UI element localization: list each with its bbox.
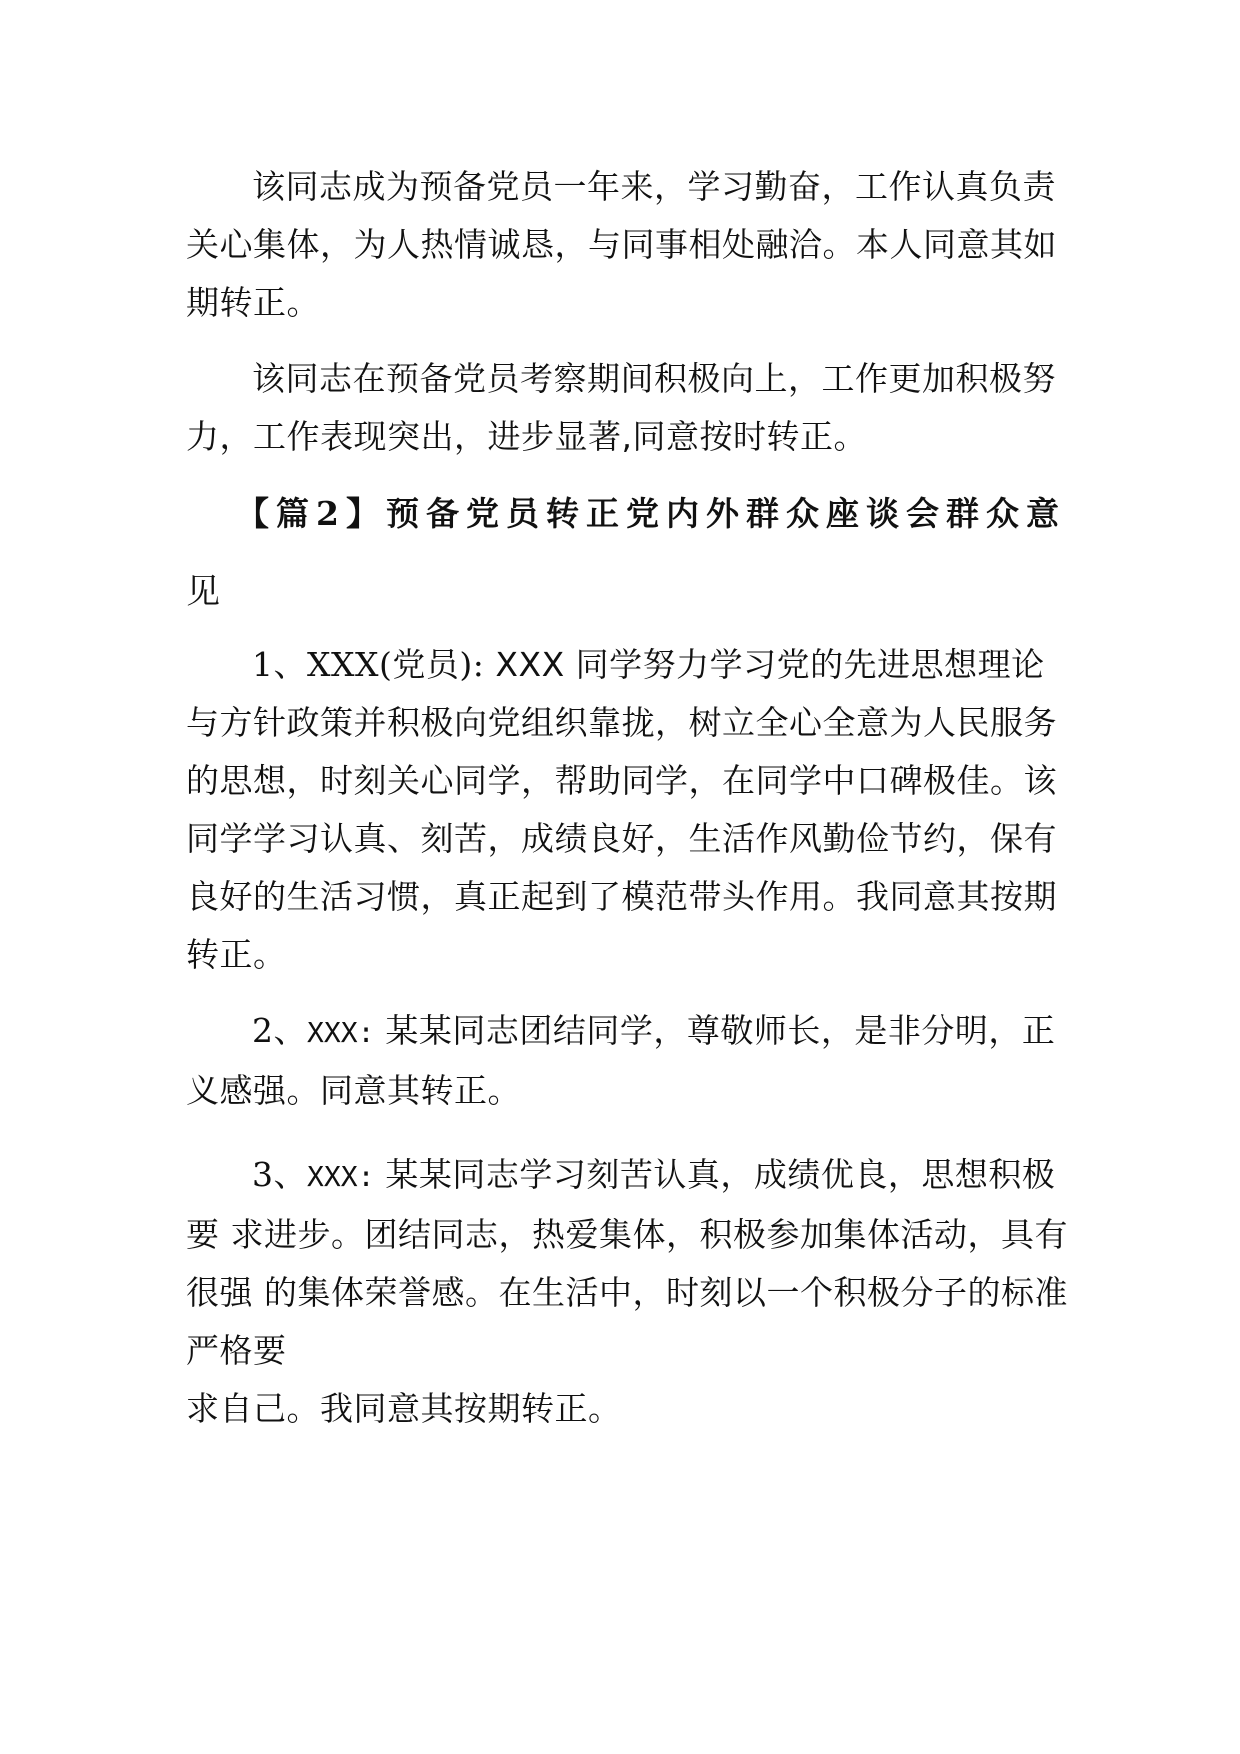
section-heading: 【篇2】预备党员转正党内外群众座谈会群众意 xyxy=(236,494,1066,533)
opinion-item-1 xyxy=(186,636,1076,984)
item-person: XXX: xyxy=(307,1016,375,1049)
item-number: 1、 xyxy=(252,645,307,684)
item-person: XXX: xyxy=(307,1160,375,1193)
item-text: 某某同志学习刻苦认真，成绩优良，思想积极要 求进步。团结同志，热爱集体，积极参加集体活动，具有很强 的集体荣誉感。在生活中，时刻以一个积极分子的标准严格要 xyxy=(186,1155,1068,1370)
item-number: 3、 xyxy=(252,1155,307,1194)
item-text: XXX 同学努力学习党的先进思想理论与方针政策并积极向党组织靠拢，树立全心全意为人民服务的思想，时刻关心同学，帮助同学，在同学中口碑极佳。该同学学习认真、刻苦，成绩良好，生活作风勤俭节约，保有良好的生活习惯，真正起到了模范带头作用。我同意其按期转正。 xyxy=(186,645,1057,974)
opinion-item-2 xyxy=(186,1002,1076,1120)
item-person: XXX(党员): xyxy=(307,645,485,684)
document-body xyxy=(186,158,1076,1438)
item-number: 2、 xyxy=(252,1011,307,1050)
opinion-item-3-continuation: 求自己。我同意其按期转正。 xyxy=(186,1389,622,1428)
paragraph-2: 该同志在预备党员考察期间积极向上，工作更加积极努力，工作表现突出，进步显著,同意按时转正。 xyxy=(186,359,1056,456)
section-heading-continuation: 见 xyxy=(186,572,220,612)
opinion-item-3 xyxy=(186,1146,1076,1380)
paragraph-1: 该同志成为预备党员一年来，学习勤奋，工作认真负责关心集体，为人热情诚恳，与同事相处融洽。本人同意其如期转正。 xyxy=(186,167,1057,322)
item-text: 某某同志团结同学，尊敬师长，是非分明，正义感强。同意其转正。 xyxy=(186,1011,1056,1110)
